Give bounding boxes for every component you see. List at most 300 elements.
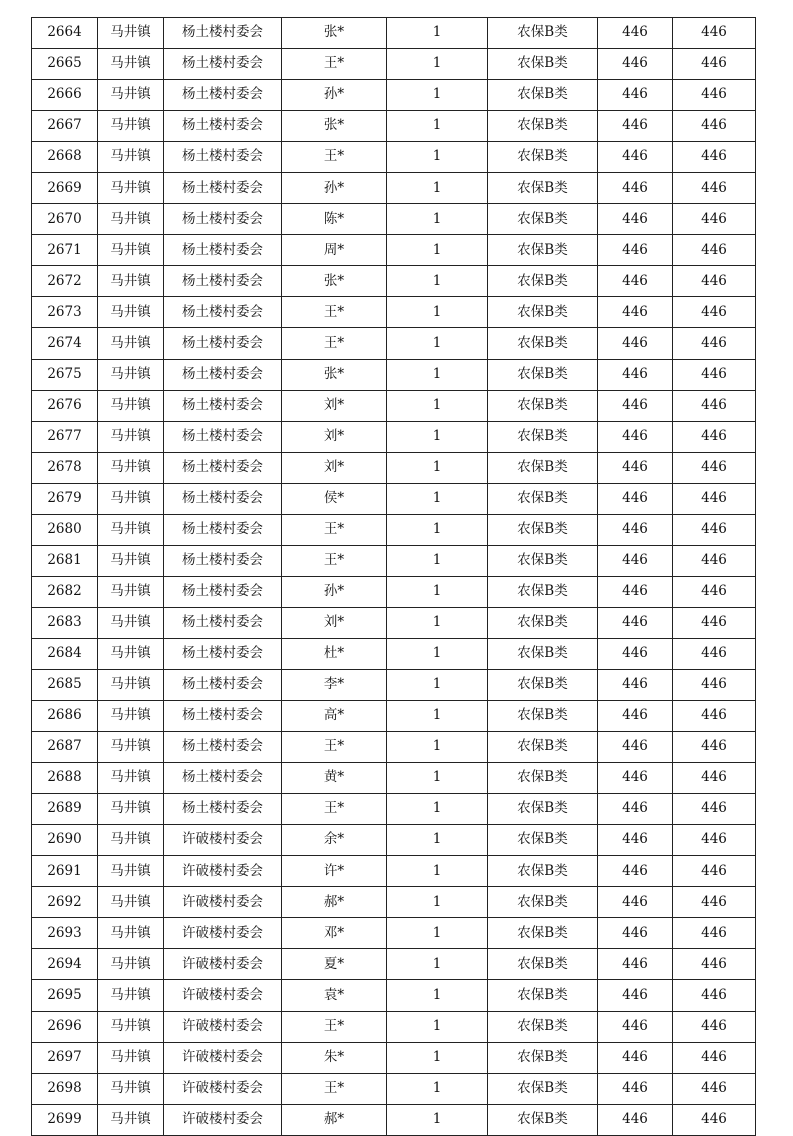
name-cell: 王* [282,328,387,359]
town-cell: 马井镇 [98,204,164,235]
table-row [32,328,756,359]
category-cell: 农保B类 [488,732,598,763]
amount-cell: 446 [598,1011,673,1042]
amount-cell: 446 [598,732,673,763]
amount-cell: 446 [598,825,673,856]
total-cell: 446 [673,111,756,142]
village-committee-cell: 许破楼村委会 [164,856,282,887]
category-cell: 农保B类 [488,763,598,794]
serial-number-cell: 2681 [32,545,98,576]
table-row [32,1104,756,1135]
name-cell: 孙* [282,173,387,204]
village-committee-cell: 杨土楼村委会 [164,266,282,297]
table-row [32,421,756,452]
table-row [32,1011,756,1042]
category-cell: 农保B类 [488,49,598,80]
name-cell: 周* [282,235,387,266]
household-count-cell: 1 [387,887,488,918]
household-count-cell: 1 [387,545,488,576]
serial-number-cell: 2684 [32,638,98,669]
household-count-cell: 1 [387,111,488,142]
name-cell: 刘* [282,421,387,452]
table-row [32,949,756,980]
serial-number-cell: 2694 [32,949,98,980]
total-cell: 446 [673,732,756,763]
name-cell: 邓* [282,918,387,949]
category-cell: 农保B类 [488,794,598,825]
category-cell: 农保B类 [488,701,598,732]
household-count-cell: 1 [387,359,488,390]
town-cell: 马井镇 [98,638,164,669]
household-count-cell: 1 [387,421,488,452]
village-committee-cell: 杨土楼村委会 [164,390,282,421]
name-cell: 黄* [282,763,387,794]
category-cell: 农保B类 [488,1042,598,1073]
name-cell: 侯* [282,483,387,514]
amount-cell: 446 [598,18,673,49]
household-count-cell: 1 [387,607,488,638]
household-count-cell: 1 [387,918,488,949]
serial-number-cell: 2682 [32,576,98,607]
village-committee-cell: 杨土楼村委会 [164,421,282,452]
total-cell: 446 [673,918,756,949]
table-row [32,142,756,173]
serial-number-cell: 2693 [32,918,98,949]
serial-number-cell: 2680 [32,514,98,545]
name-cell: 郝* [282,887,387,918]
total-cell: 446 [673,576,756,607]
village-committee-cell: 杨土楼村委会 [164,173,282,204]
table-row [32,359,756,390]
table-row [32,856,756,887]
amount-cell: 446 [598,1042,673,1073]
table-row [32,235,756,266]
village-committee-cell: 杨土楼村委会 [164,763,282,794]
serial-number-cell: 2670 [32,204,98,235]
serial-number-cell: 2664 [32,18,98,49]
village-committee-cell: 许破楼村委会 [164,1042,282,1073]
total-cell: 446 [673,1104,756,1135]
amount-cell: 446 [598,514,673,545]
household-count-cell: 1 [387,1104,488,1135]
category-cell: 农保B类 [488,887,598,918]
village-committee-cell: 杨土楼村委会 [164,794,282,825]
amount-cell: 446 [598,173,673,204]
serial-number-cell: 2697 [32,1042,98,1073]
data-table [31,17,756,1136]
amount-cell: 446 [598,887,673,918]
table-row [32,49,756,80]
name-cell: 陈* [282,204,387,235]
town-cell: 马井镇 [98,1104,164,1135]
serial-number-cell: 2692 [32,887,98,918]
category-cell: 农保B类 [488,856,598,887]
total-cell: 446 [673,825,756,856]
serial-number-cell: 2678 [32,452,98,483]
village-committee-cell: 许破楼村委会 [164,918,282,949]
name-cell: 张* [282,359,387,390]
total-cell: 446 [673,980,756,1011]
town-cell: 马井镇 [98,918,164,949]
town-cell: 马井镇 [98,763,164,794]
total-cell: 446 [673,359,756,390]
village-committee-cell: 杨土楼村委会 [164,514,282,545]
town-cell: 马井镇 [98,856,164,887]
serial-number-cell: 2674 [32,328,98,359]
total-cell: 446 [673,887,756,918]
household-count-cell: 1 [387,514,488,545]
name-cell: 王* [282,545,387,576]
town-cell: 马井镇 [98,235,164,266]
serial-number-cell: 2667 [32,111,98,142]
amount-cell: 446 [598,235,673,266]
table-row [32,545,756,576]
table-row [32,452,756,483]
total-cell: 446 [673,483,756,514]
amount-cell: 446 [598,701,673,732]
village-committee-cell: 杨土楼村委会 [164,111,282,142]
serial-number-cell: 2683 [32,607,98,638]
household-count-cell: 1 [387,1011,488,1042]
category-cell: 农保B类 [488,576,598,607]
serial-number-cell: 2686 [32,701,98,732]
total-cell: 446 [673,638,756,669]
village-committee-cell: 杨土楼村委会 [164,297,282,328]
amount-cell: 446 [598,669,673,700]
town-cell: 马井镇 [98,80,164,111]
total-cell: 446 [673,607,756,638]
total-cell: 446 [673,235,756,266]
household-count-cell: 1 [387,142,488,173]
name-cell: 王* [282,1073,387,1104]
household-count-cell: 1 [387,204,488,235]
amount-cell: 446 [598,80,673,111]
village-committee-cell: 杨土楼村委会 [164,80,282,111]
household-count-cell: 1 [387,266,488,297]
town-cell: 马井镇 [98,669,164,700]
total-cell: 446 [673,545,756,576]
village-committee-cell: 许破楼村委会 [164,887,282,918]
household-count-cell: 1 [387,49,488,80]
amount-cell: 446 [598,452,673,483]
total-cell: 446 [673,856,756,887]
category-cell: 农保B类 [488,483,598,514]
category-cell: 农保B类 [488,204,598,235]
name-cell: 刘* [282,607,387,638]
serial-number-cell: 2698 [32,1073,98,1104]
household-count-cell: 1 [387,576,488,607]
household-count-cell: 1 [387,856,488,887]
name-cell: 孙* [282,80,387,111]
village-committee-cell: 许破楼村委会 [164,1104,282,1135]
village-committee-cell: 杨土楼村委会 [164,204,282,235]
village-committee-cell: 杨土楼村委会 [164,142,282,173]
amount-cell: 446 [598,545,673,576]
serial-number-cell: 2673 [32,297,98,328]
name-cell: 王* [282,142,387,173]
village-committee-cell: 许破楼村委会 [164,1073,282,1104]
table-row [32,514,756,545]
table-row [32,701,756,732]
total-cell: 446 [673,390,756,421]
table-row [32,111,756,142]
village-committee-cell: 许破楼村委会 [164,949,282,980]
table-row [32,80,756,111]
household-count-cell: 1 [387,763,488,794]
category-cell: 农保B类 [488,669,598,700]
town-cell: 马井镇 [98,328,164,359]
table-row [32,173,756,204]
table-row [32,204,756,235]
village-committee-cell: 杨土楼村委会 [164,359,282,390]
total-cell: 446 [673,328,756,359]
serial-number-cell: 2679 [32,483,98,514]
serial-number-cell: 2669 [32,173,98,204]
category-cell: 农保B类 [488,328,598,359]
household-count-cell: 1 [387,173,488,204]
amount-cell: 446 [598,142,673,173]
amount-cell: 446 [598,359,673,390]
total-cell: 446 [673,173,756,204]
name-cell: 杜* [282,638,387,669]
village-committee-cell: 许破楼村委会 [164,980,282,1011]
category-cell: 农保B类 [488,607,598,638]
table-row [32,483,756,514]
amount-cell: 446 [598,794,673,825]
amount-cell: 446 [598,1104,673,1135]
town-cell: 马井镇 [98,1073,164,1104]
table-row [32,669,756,700]
serial-number-cell: 2691 [32,856,98,887]
household-count-cell: 1 [387,638,488,669]
village-committee-cell: 杨土楼村委会 [164,607,282,638]
name-cell: 李* [282,669,387,700]
village-committee-cell: 许破楼村委会 [164,1011,282,1042]
table-row [32,390,756,421]
total-cell: 446 [673,18,756,49]
name-cell: 孙* [282,576,387,607]
serial-number-cell: 2688 [32,763,98,794]
table-row [32,825,756,856]
table-row [32,607,756,638]
name-cell: 王* [282,794,387,825]
village-committee-cell: 杨土楼村委会 [164,328,282,359]
serial-number-cell: 2672 [32,266,98,297]
serial-number-cell: 2685 [32,669,98,700]
name-cell: 张* [282,18,387,49]
household-count-cell: 1 [387,235,488,266]
town-cell: 马井镇 [98,607,164,638]
name-cell: 王* [282,49,387,80]
amount-cell: 446 [598,204,673,235]
name-cell: 袁* [282,980,387,1011]
table-row [32,794,756,825]
serial-number-cell: 2675 [32,359,98,390]
name-cell: 刘* [282,452,387,483]
town-cell: 马井镇 [98,421,164,452]
category-cell: 农保B类 [488,825,598,856]
household-count-cell: 1 [387,80,488,111]
amount-cell: 446 [598,49,673,80]
town-cell: 马井镇 [98,49,164,80]
total-cell: 446 [673,49,756,80]
category-cell: 农保B类 [488,173,598,204]
category-cell: 农保B类 [488,949,598,980]
town-cell: 马井镇 [98,732,164,763]
name-cell: 王* [282,514,387,545]
household-count-cell: 1 [387,18,488,49]
total-cell: 446 [673,763,756,794]
household-count-cell: 1 [387,949,488,980]
table-row [32,980,756,1011]
name-cell: 张* [282,111,387,142]
household-count-cell: 1 [387,328,488,359]
total-cell: 446 [673,142,756,173]
village-committee-cell: 杨土楼村委会 [164,49,282,80]
category-cell: 农保B类 [488,638,598,669]
table-row [32,1042,756,1073]
total-cell: 446 [673,1042,756,1073]
village-committee-cell: 杨土楼村委会 [164,576,282,607]
amount-cell: 446 [598,328,673,359]
table-body [32,18,756,1136]
serial-number-cell: 2668 [32,142,98,173]
town-cell: 马井镇 [98,359,164,390]
household-count-cell: 1 [387,669,488,700]
amount-cell: 446 [598,111,673,142]
total-cell: 446 [673,80,756,111]
category-cell: 农保B类 [488,111,598,142]
category-cell: 农保B类 [488,359,598,390]
amount-cell: 446 [598,297,673,328]
serial-number-cell: 2699 [32,1104,98,1135]
category-cell: 农保B类 [488,390,598,421]
total-cell: 446 [673,452,756,483]
household-count-cell: 1 [387,483,488,514]
serial-number-cell: 2676 [32,390,98,421]
town-cell: 马井镇 [98,514,164,545]
category-cell: 农保B类 [488,452,598,483]
name-cell: 夏* [282,949,387,980]
serial-number-cell: 2666 [32,80,98,111]
table-row [32,1073,756,1104]
serial-number-cell: 2696 [32,1011,98,1042]
town-cell: 马井镇 [98,980,164,1011]
amount-cell: 446 [598,918,673,949]
amount-cell: 446 [598,763,673,794]
household-count-cell: 1 [387,1073,488,1104]
category-cell: 农保B类 [488,235,598,266]
total-cell: 446 [673,297,756,328]
village-committee-cell: 杨土楼村委会 [164,483,282,514]
village-committee-cell: 杨土楼村委会 [164,235,282,266]
town-cell: 马井镇 [98,887,164,918]
town-cell: 马井镇 [98,701,164,732]
village-committee-cell: 杨土楼村委会 [164,545,282,576]
table-row [32,266,756,297]
amount-cell: 446 [598,949,673,980]
total-cell: 446 [673,669,756,700]
table-row [32,763,756,794]
amount-cell: 446 [598,390,673,421]
name-cell: 王* [282,1011,387,1042]
name-cell: 余* [282,825,387,856]
serial-number-cell: 2677 [32,421,98,452]
category-cell: 农保B类 [488,266,598,297]
village-committee-cell: 杨土楼村委会 [164,732,282,763]
serial-number-cell: 2695 [32,980,98,1011]
household-count-cell: 1 [387,701,488,732]
total-cell: 446 [673,421,756,452]
household-count-cell: 1 [387,1042,488,1073]
town-cell: 马井镇 [98,825,164,856]
category-cell: 农保B类 [488,421,598,452]
total-cell: 446 [673,1073,756,1104]
category-cell: 农保B类 [488,1011,598,1042]
serial-number-cell: 2689 [32,794,98,825]
table-row [32,887,756,918]
town-cell: 马井镇 [98,390,164,421]
town-cell: 马井镇 [98,1011,164,1042]
category-cell: 农保B类 [488,514,598,545]
total-cell: 446 [673,266,756,297]
town-cell: 马井镇 [98,173,164,204]
category-cell: 农保B类 [488,1104,598,1135]
village-committee-cell: 杨土楼村委会 [164,701,282,732]
household-count-cell: 1 [387,825,488,856]
name-cell: 高* [282,701,387,732]
serial-number-cell: 2690 [32,825,98,856]
household-count-cell: 1 [387,732,488,763]
serial-number-cell: 2687 [32,732,98,763]
category-cell: 农保B类 [488,297,598,328]
town-cell: 马井镇 [98,576,164,607]
table-row [32,576,756,607]
total-cell: 446 [673,701,756,732]
amount-cell: 446 [598,266,673,297]
village-committee-cell: 许破楼村委会 [164,825,282,856]
household-count-cell: 1 [387,794,488,825]
table-row [32,918,756,949]
village-committee-cell: 杨土楼村委会 [164,18,282,49]
table-row [32,732,756,763]
total-cell: 446 [673,204,756,235]
category-cell: 农保B类 [488,918,598,949]
village-committee-cell: 杨土楼村委会 [164,638,282,669]
household-count-cell: 1 [387,452,488,483]
name-cell: 刘* [282,390,387,421]
amount-cell: 446 [598,483,673,514]
village-committee-cell: 杨土楼村委会 [164,669,282,700]
town-cell: 马井镇 [98,1042,164,1073]
household-count-cell: 1 [387,297,488,328]
town-cell: 马井镇 [98,452,164,483]
name-cell: 郝* [282,1104,387,1135]
table-row [32,297,756,328]
town-cell: 马井镇 [98,545,164,576]
amount-cell: 446 [598,1073,673,1104]
category-cell: 农保B类 [488,80,598,111]
household-count-cell: 1 [387,980,488,1011]
amount-cell: 446 [598,607,673,638]
category-cell: 农保B类 [488,980,598,1011]
name-cell: 许* [282,856,387,887]
amount-cell: 446 [598,576,673,607]
village-committee-cell: 杨土楼村委会 [164,452,282,483]
category-cell: 农保B类 [488,545,598,576]
town-cell: 马井镇 [98,111,164,142]
town-cell: 马井镇 [98,949,164,980]
